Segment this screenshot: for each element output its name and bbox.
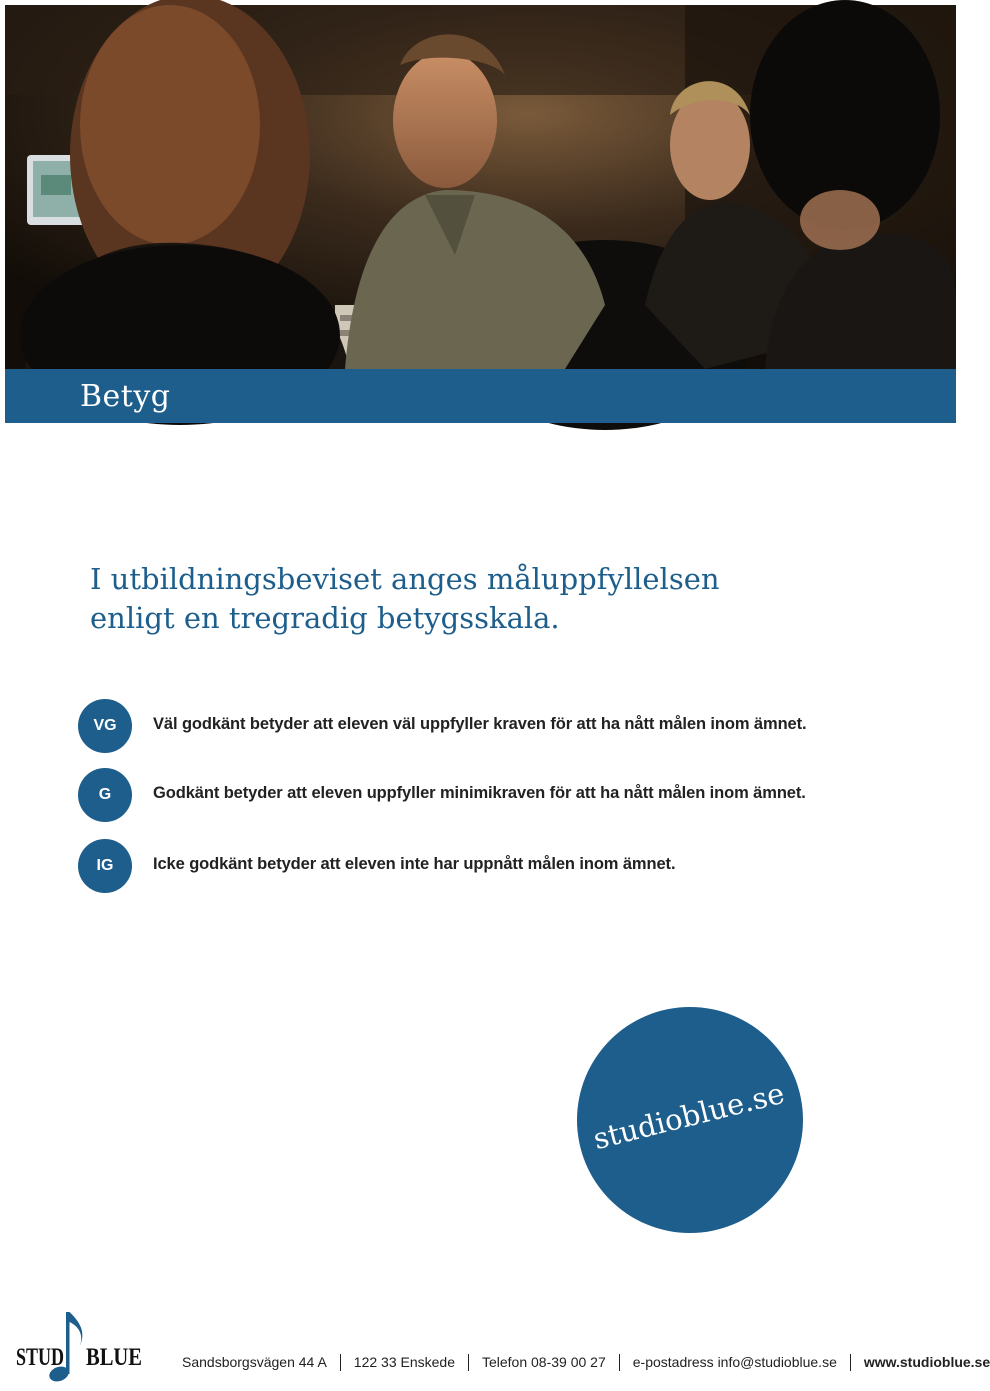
grade-description-vg: Väl godkänt betyder att eleven väl uppfyller kraven för att ha nått målen inom ämnet. bbox=[153, 715, 807, 733]
intro-line-1: I utbildningsbeviset anges måluppfyllelsen bbox=[90, 562, 720, 596]
footer-address: Sandsborgsvägen 44 A bbox=[182, 1354, 327, 1370]
header-photo bbox=[5, 5, 956, 369]
footer-divider bbox=[468, 1354, 469, 1371]
footer-email[interactable]: e-postadress info@studioblue.se bbox=[632, 1354, 837, 1370]
intro-line-2: enligt en tregradig betygsskala. bbox=[90, 601, 560, 635]
footer-divider bbox=[619, 1354, 620, 1371]
grade-row-ig bbox=[78, 839, 938, 893]
grade-description-ig: Icke godkänt betyder att eleven inte har uppnått målen inom ämnet. bbox=[153, 855, 676, 873]
studio-scene-image bbox=[5, 5, 956, 369]
grade-badge-g: G bbox=[78, 768, 132, 822]
logo-mark bbox=[14, 1308, 146, 1386]
logo-text-left: STUD bbox=[16, 1344, 64, 1371]
url-badge-circle bbox=[577, 1007, 803, 1233]
contact-footer bbox=[182, 1352, 990, 1372]
footer-postal: 122 33 Enskede bbox=[353, 1354, 455, 1370]
footer-website-link[interactable]: www.studioblue.se bbox=[863, 1354, 990, 1370]
footer-phone: Telefon 08-39 00 27 bbox=[481, 1354, 606, 1370]
footer-divider bbox=[340, 1354, 341, 1371]
page-title: Betyg bbox=[80, 379, 171, 414]
footer-divider bbox=[850, 1354, 851, 1371]
studio-blue-logo bbox=[14, 1308, 146, 1386]
url-badge-text: studioblue.se bbox=[589, 1075, 788, 1157]
title-banner bbox=[5, 369, 956, 423]
logo-text-right: BLUE bbox=[86, 1344, 142, 1371]
grade-badge-vg: VG bbox=[78, 699, 132, 753]
grade-description-g: Godkänt betyder att eleven uppfyller minimikraven för att ha nått målen inom ämnet. bbox=[153, 784, 806, 802]
grade-row-vg bbox=[78, 699, 938, 753]
intro-heading bbox=[90, 560, 850, 638]
grade-badge-ig: IG bbox=[78, 839, 132, 893]
grade-row-g bbox=[78, 768, 938, 822]
